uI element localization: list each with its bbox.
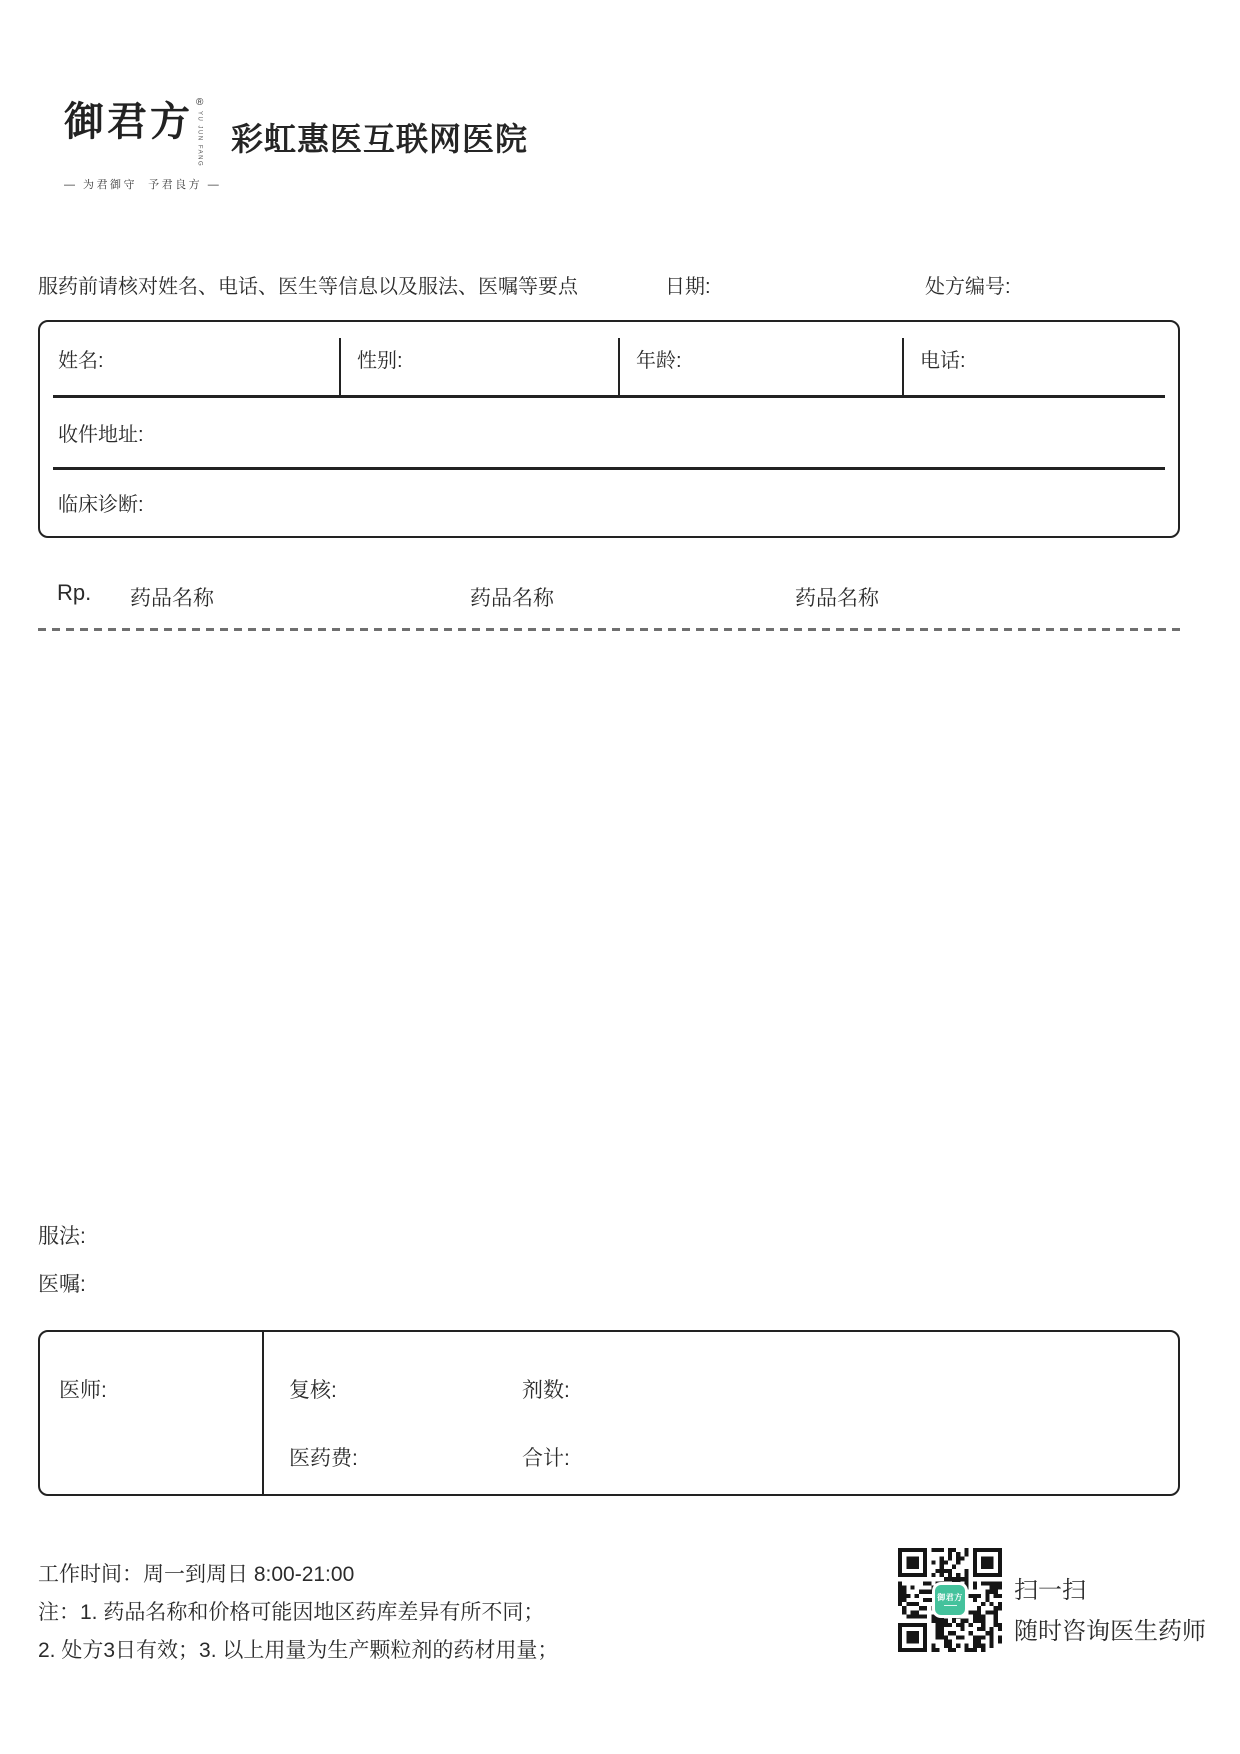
address-label: 收件地址: xyxy=(58,424,144,446)
patient-info-box xyxy=(38,320,1180,538)
doctor-advice-label: 医嘱: xyxy=(38,1273,86,1296)
brand-tagline: — 为君御守 予君良方 — xyxy=(64,179,222,192)
qr-code xyxy=(898,1548,1002,1652)
brand-name: 御君方 xyxy=(64,98,193,145)
usage-label: 服法: xyxy=(38,1225,86,1248)
phone-label: 电话: xyxy=(920,350,966,372)
age-field xyxy=(618,322,902,395)
dashed-divider xyxy=(38,628,1180,631)
doses-label: 剂数: xyxy=(522,1379,570,1402)
total-label: 合计: xyxy=(522,1447,570,1470)
brand-mark-block xyxy=(196,98,203,167)
drug-column-header-3: 药品名称 xyxy=(795,587,879,610)
doctor-label: 医师: xyxy=(59,1379,107,1402)
name-field xyxy=(40,322,339,395)
registered-trademark-icon: ® xyxy=(196,97,204,108)
hospital-title: 彩虹惠医互联网医院 xyxy=(231,121,529,157)
summary-box xyxy=(38,1330,1180,1496)
diagnosis-field xyxy=(40,470,1178,535)
gender-field xyxy=(339,322,618,395)
working-hours-text: 工作时间：周一到周日 8:00-21:00 xyxy=(38,1563,355,1586)
brand-romanized: YU JUN FANG xyxy=(196,111,203,168)
name-label: 姓名: xyxy=(58,350,104,372)
age-label: 年龄: xyxy=(636,350,682,372)
gender-label: 性别: xyxy=(357,350,403,372)
date-label: 日期: xyxy=(665,276,711,298)
address-field xyxy=(40,398,1178,467)
fee-label: 医药费: xyxy=(289,1447,358,1470)
brand-logo xyxy=(64,97,222,192)
consult-hint: 随时咨询医生药师 xyxy=(1014,1618,1206,1645)
patient-row-identity xyxy=(40,322,1178,395)
scan-hint: 扫一扫 xyxy=(1014,1577,1086,1604)
notice-text: 服药前请核对姓名、电话、医生等信息以及服法、医嘱等要点 xyxy=(38,276,578,298)
note-line-2: 2. 处方3日有效；3. 以上用量为生产颗粒剂的药材用量； xyxy=(38,1639,559,1662)
phone-field xyxy=(902,322,1178,395)
note-line-1: 注：1. 药品名称和价格可能因地区药库差异有所不同； xyxy=(38,1601,545,1624)
rp-label: Rp. xyxy=(57,580,92,605)
prescription-content-area xyxy=(38,634,1180,1204)
reviewer-label: 复核: xyxy=(289,1379,337,1402)
drug-column-header-2: 药品名称 xyxy=(470,587,554,610)
vertical-divider xyxy=(262,1332,264,1494)
drug-column-header-1: 药品名称 xyxy=(130,587,214,610)
qr-badge-underline xyxy=(944,1605,957,1606)
qr-badge-text: 御君方 xyxy=(937,1593,963,1602)
qr-brand-badge xyxy=(935,1585,965,1615)
diagnosis-label: 临床诊断: xyxy=(58,494,144,516)
rx-number-label: 处方编号: xyxy=(925,276,1011,298)
